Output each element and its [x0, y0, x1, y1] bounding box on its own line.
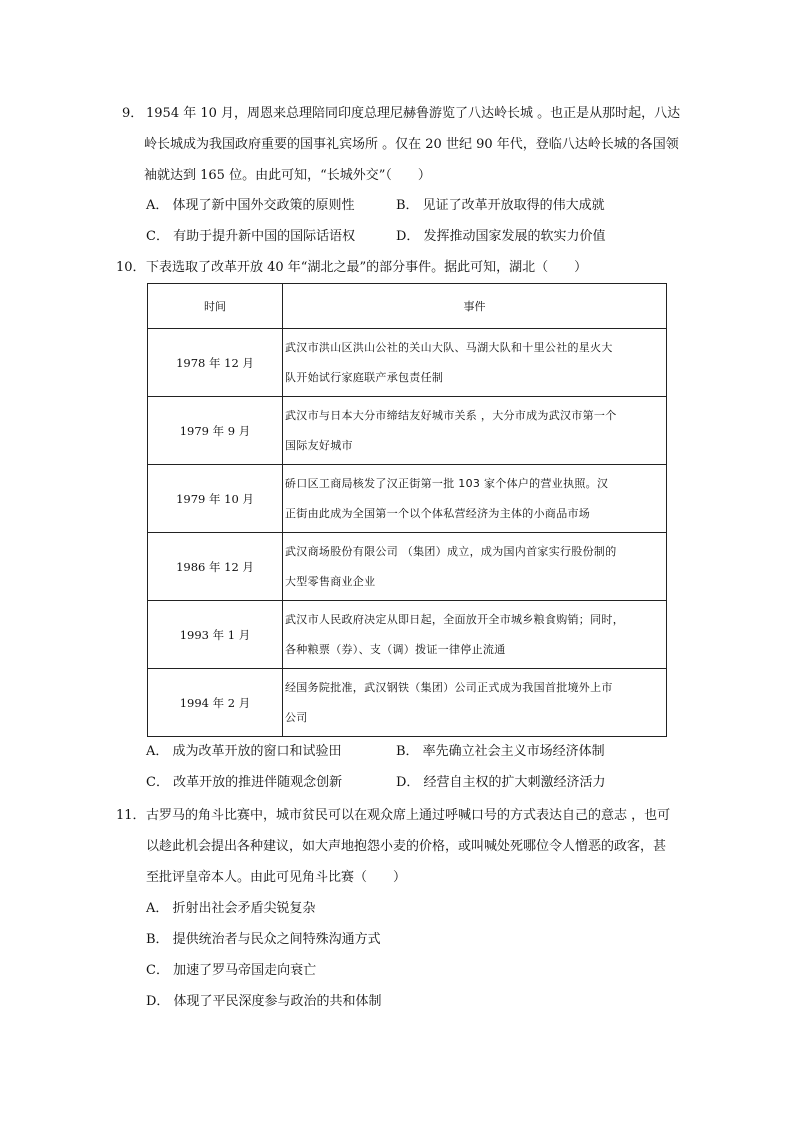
- event-line: 各种粮票（券）、支（调）拨证一律停止流通: [285, 642, 506, 656]
- q9-option-c[interactable]: C． 有助于提升新中国的国际话语权: [146, 229, 356, 244]
- q11-option-a[interactable]: A． 折射出社会矛盾尖锐复杂: [146, 901, 316, 916]
- event-line: 硚口区工商局核发了汉正街第一批 103 家个体户的营业执照。汉: [285, 476, 609, 490]
- q9-line-2: 岭长城成为我国政府重要的国事礼宾场所 。仅在 20 世纪 90 年代，登临八达岭长城的各国领: [144, 137, 679, 152]
- table-cell-time: 1993 年 1 月: [148, 601, 283, 669]
- table-header-event: 事件: [283, 284, 667, 329]
- q9-line-1: 1954 年 10 月，周恩来总理陪同印度总理尼赫鲁游览了八达岭长城 。也正是从那时起，八达: [146, 106, 681, 121]
- q11-line-2: 以趁此机会提出各种建议，如大声地抱怨小麦的价格，或叫喊处死哪位令人憎恶的政客，甚: [146, 839, 667, 854]
- table-row: [148, 465, 667, 533]
- q11-option-c[interactable]: C． 加速了罗马帝国走向衰亡: [146, 963, 317, 978]
- table-row: [148, 533, 667, 601]
- q10-options: [146, 736, 706, 798]
- table-cell-event: [283, 465, 667, 533]
- event-line: 经国务院批准，武汉钢铁（集团）公司正式成为我国首批境外上市: [285, 680, 613, 694]
- q11-line-3: 至批评皇帝本人。由此可见角斗比赛（ ）: [146, 870, 407, 885]
- table-header-time: 时间: [148, 284, 283, 329]
- event-line: 国际友好城市: [285, 438, 353, 452]
- table-cell-event: [283, 397, 667, 465]
- event-line: 公司: [285, 710, 308, 724]
- table-cell-time: 1979 年 10 月: [148, 465, 283, 533]
- event-line: 武汉市洪山区洪山公社的关山大队、马湖大队和十里公社的星火大: [285, 340, 613, 354]
- table-cell-event: [283, 601, 667, 669]
- q10-events-table: [147, 283, 667, 737]
- q9-stem: [146, 98, 706, 191]
- table-cell-event: [283, 669, 667, 737]
- q10-stem: 下表选取了改革开放 40 年“湖北之最”的部分事件。据此可知，湖北（ ）: [146, 260, 588, 275]
- table-cell-event: [283, 329, 667, 397]
- event-line: 大型零售商业企业: [285, 574, 376, 588]
- event-line: 正街由此成为全国第一个以个体私营经济为主体的小商品市场: [285, 506, 591, 520]
- event-line: 武汉商场股份有限公司 （集团）成立，成为国内首家实行股份制的: [285, 544, 617, 558]
- q11-line-1: 古罗马的角斗比赛中，城市贫民可以在观众席上通过呼喊口号的方式表达自己的意志 ，也可: [146, 808, 671, 823]
- q9-option-b[interactable]: B． 见证了改革开放取得的伟大成就: [396, 198, 605, 213]
- table-cell-event: [283, 533, 667, 601]
- q11-option-d[interactable]: D． 体现了平民深度参与政治的共和体制: [146, 994, 382, 1009]
- q9-option-a[interactable]: A． 体现了新中国外交政策的原则性: [146, 198, 355, 213]
- q11-options: [146, 893, 706, 1017]
- q9-options: [146, 190, 706, 252]
- q10-option-b[interactable]: B． 率先确立社会主义市场经济体制: [396, 744, 605, 759]
- q10-option-a[interactable]: A． 成为改革开放的窗口和试验田: [146, 744, 342, 759]
- q9-line-3: 袖就达到 165 位。由此可知，“长城外交”（ ）: [144, 168, 431, 183]
- q10-option-c[interactable]: C． 改革开放的推进伴随观念创新: [146, 775, 343, 790]
- q10-number: 10．: [116, 260, 146, 275]
- table-cell-time: 1979 年 9 月: [148, 397, 283, 465]
- q11-option-b[interactable]: B． 提供统治者与民众之间特殊沟通方式: [146, 932, 381, 947]
- event-line: 武汉市与日本大分市缔结友好城市关系 ，大分市成为武汉市第一个: [285, 408, 617, 422]
- q11-stem: [146, 800, 706, 893]
- table-cell-time: 1986 年 12 月: [148, 533, 283, 601]
- table-row: [148, 397, 667, 465]
- q9-number: 9．: [122, 106, 144, 121]
- table-row: [148, 669, 667, 737]
- table-cell-time: 1978 年 12 月: [148, 329, 283, 397]
- table-row: [148, 601, 667, 669]
- table-row: [148, 329, 667, 397]
- event-line: 队开始试行家庭联产承包责任制: [285, 370, 444, 384]
- q9-option-d[interactable]: D． 发挥推动国家发展的软实力价值: [396, 229, 606, 244]
- q11-number: 11．: [116, 808, 146, 823]
- table-cell-time: 1994 年 2 月: [148, 669, 283, 737]
- q10-option-d[interactable]: D． 经营自主权的扩大刺激经济活力: [396, 775, 606, 790]
- event-line: 武汉市人民政府决定从即日起，全面放开全市城乡粮食购销；同时，: [285, 612, 624, 626]
